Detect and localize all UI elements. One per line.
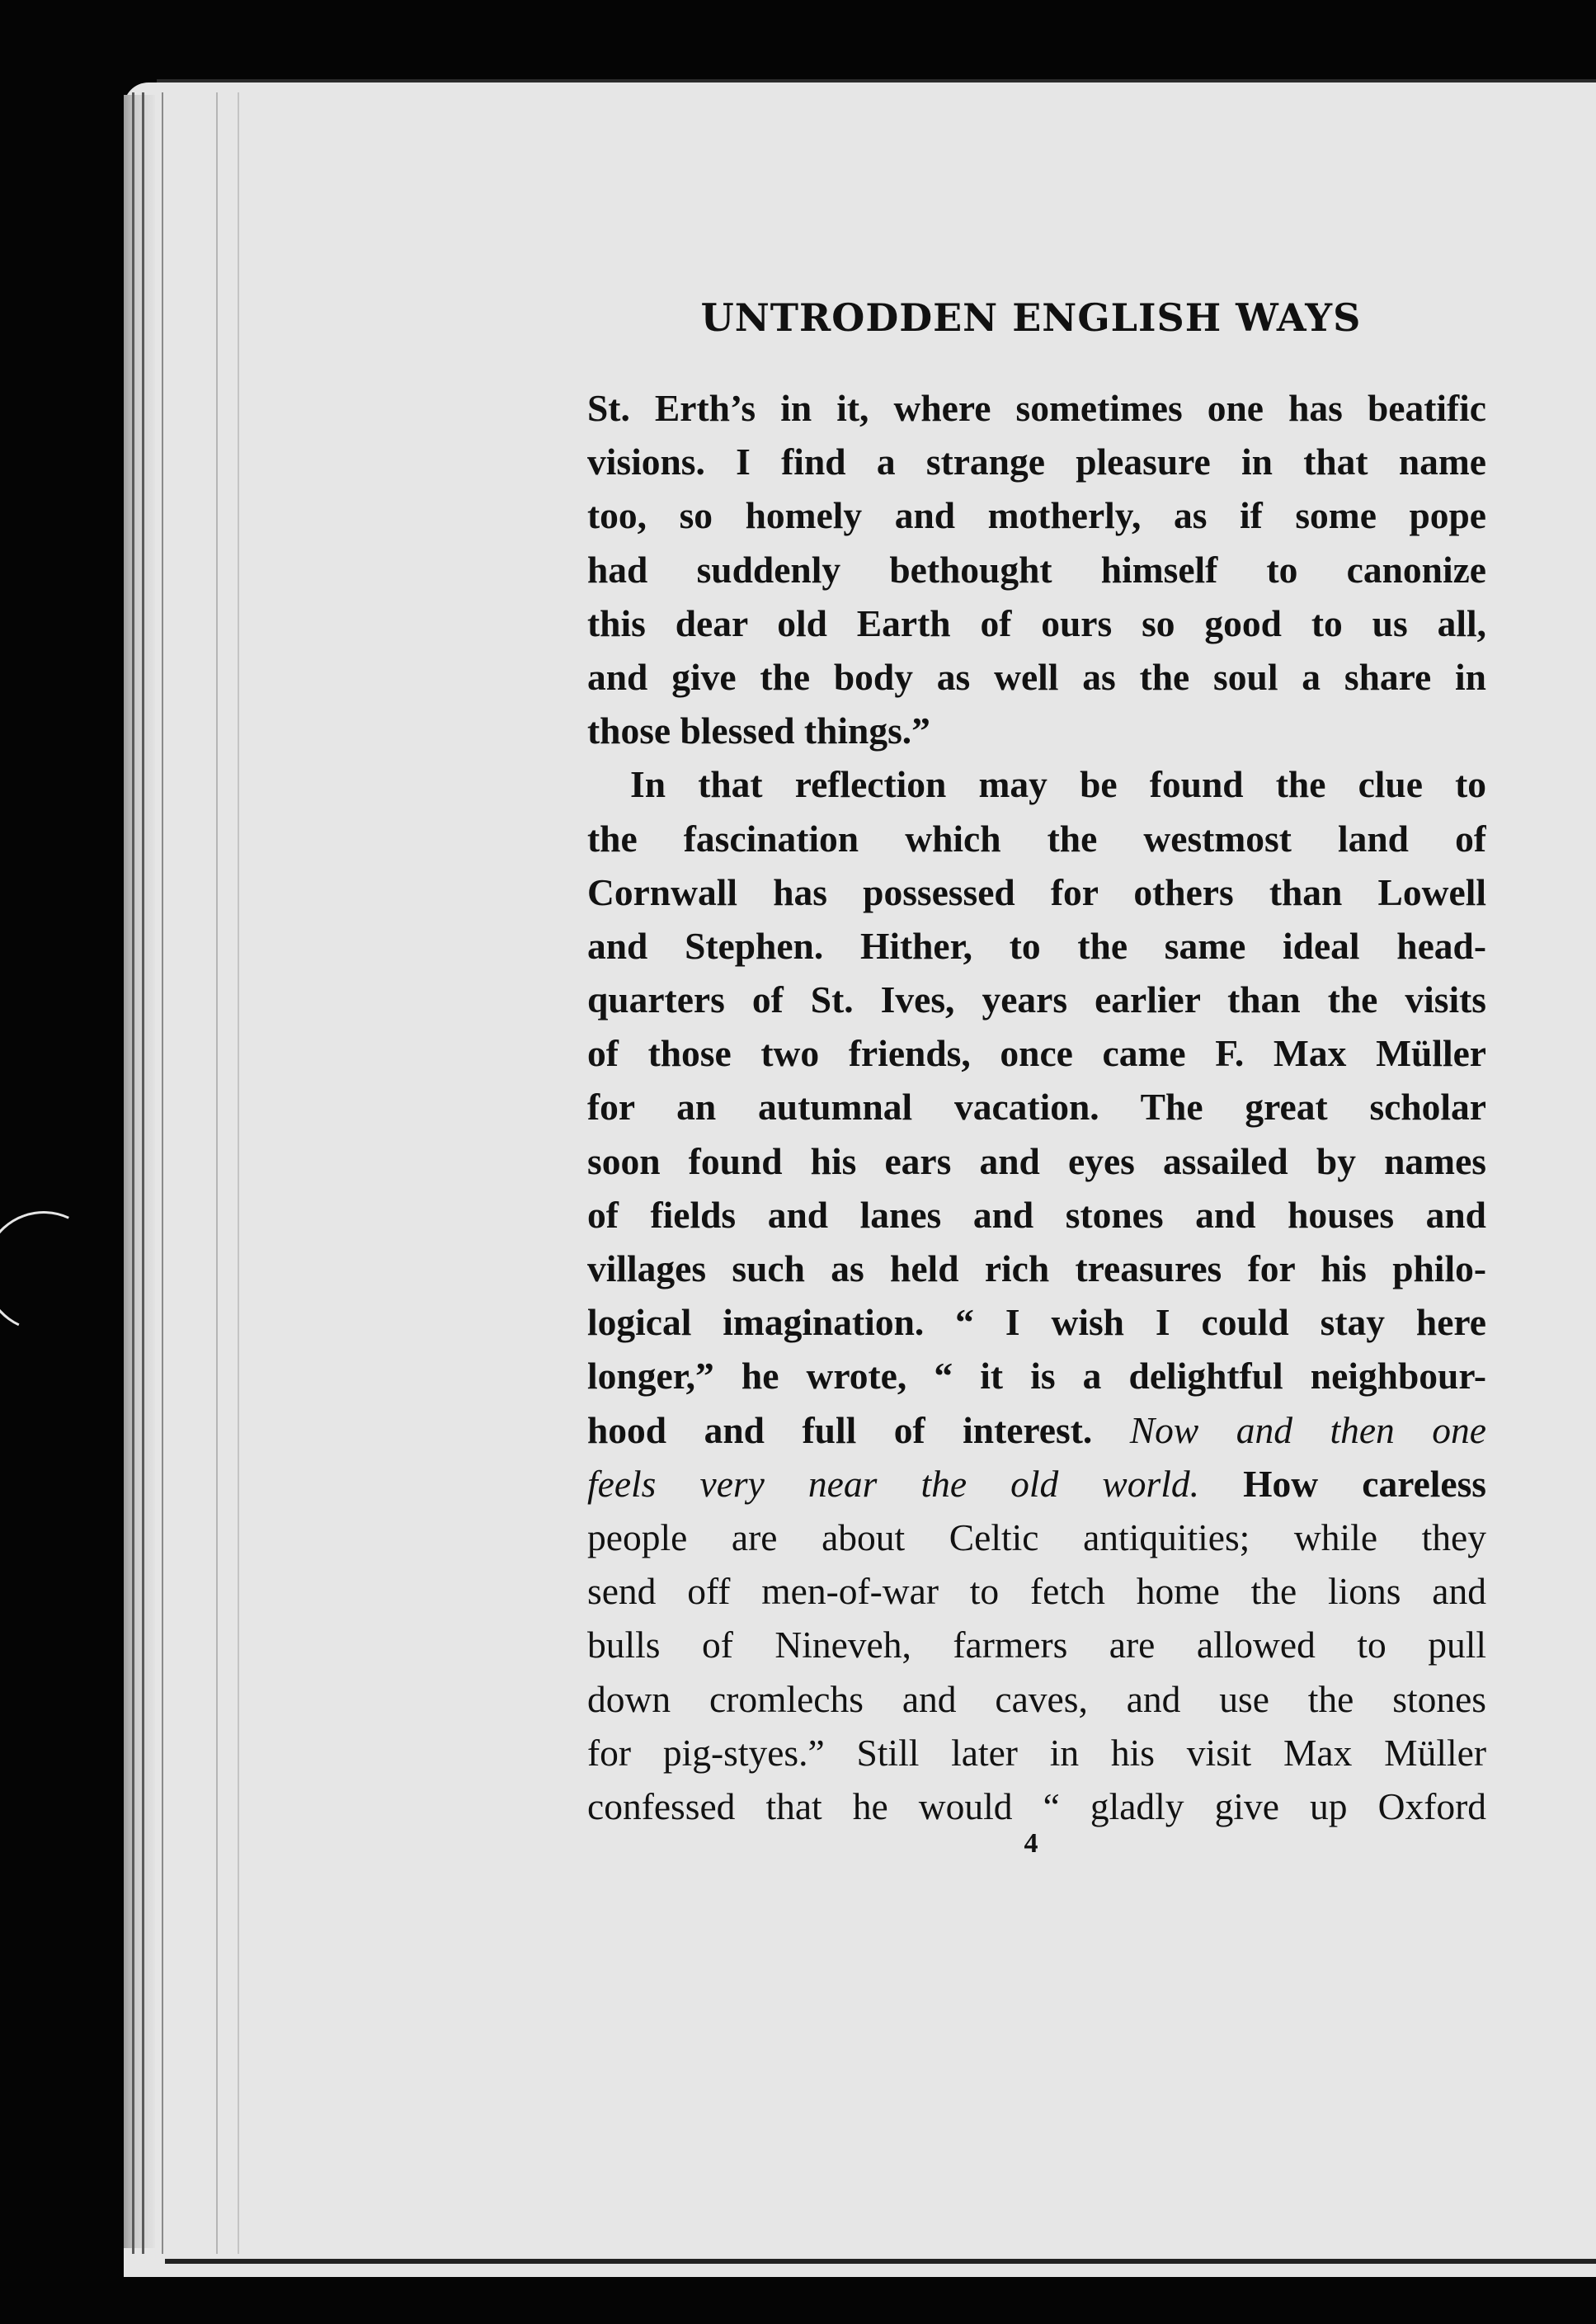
text-line: longer,” he wrote, “ it is a delightful neighbour- — [587, 1355, 1486, 1398]
body-text — [587, 381, 1486, 1833]
text-line: those blessed things.” — [587, 709, 930, 752]
text-line: for an autumnal vacation. The great scholar — [587, 1086, 1486, 1129]
text-line-mixed — [587, 1457, 1486, 1511]
text-line: St. Erth’s in it, where sometimes one has beatific — [587, 387, 1486, 429]
text-line: visions. I find a strange pleasure in that name — [587, 441, 1486, 483]
text-line: confessed that he would “ gladly give up Oxford — [587, 1784, 1486, 1827]
text-line: for pig-styes.” Still later in his visit Max Müller — [587, 1731, 1486, 1774]
binding-shadow — [124, 95, 155, 2248]
text-line: had suddenly bethought himself to canonize — [587, 548, 1486, 591]
scan-artifact-arc — [0, 1194, 121, 1348]
page-number: 4 — [1024, 1828, 1038, 1859]
text-line: In that reflection may be found the clue to — [630, 763, 1486, 806]
page-edge-line — [142, 92, 144, 2254]
text-segment: hood and full of interest. — [587, 1408, 1093, 1451]
text-segment: How careless — [1243, 1462, 1486, 1505]
text-line: too, so homely and motherly, as if some pope — [587, 494, 1486, 537]
text-line: down cromlechs and caves, and use the stones — [587, 1677, 1486, 1720]
text-line: quarters of St. Ives, years earlier than the visits — [587, 978, 1486, 1021]
text-line: send off men-of-war to fetch home the lions and — [587, 1570, 1486, 1613]
page-edge-line — [216, 92, 218, 2254]
text-line: of those two friends, once came F. Max Müller — [587, 1032, 1486, 1075]
text-line: bulls of Nineveh, farmers are allowed to pull — [587, 1624, 1486, 1666]
text-line: this dear old Earth of ours so good to us all, — [587, 601, 1486, 644]
page-edge-line — [132, 92, 134, 2254]
page-edge-line — [238, 92, 239, 2254]
text-line-mixed — [587, 1403, 1486, 1457]
page-bottom-edge — [165, 2259, 1596, 2264]
italic-segment: Now and then one — [1129, 1408, 1486, 1451]
text-line: soon found his ears and eyes assailed by names — [587, 1139, 1486, 1182]
text-line: villages such as held rich treasures for his philo- — [587, 1247, 1486, 1289]
text-line: the fascination which the westmost land of — [587, 817, 1486, 860]
page-edge-line — [162, 92, 163, 2254]
text-line: Cornwall has possessed for others than Lowell — [587, 870, 1486, 913]
text-line: and give the body as well as the soul a share in — [587, 655, 1486, 698]
text-line: people are about Celtic antiquities; while they — [587, 1516, 1486, 1558]
text-line: logical imagination. “ I wish I could stay here — [587, 1301, 1486, 1344]
running-head: UNTRODDEN ENGLISH WAYS — [700, 295, 1362, 340]
text-line: and Stephen. Hither, to the same ideal head- — [587, 924, 1486, 967]
italic-segment: feels very near the old world. — [587, 1462, 1199, 1505]
text-line: of fields and lanes and stones and houses and — [587, 1193, 1486, 1236]
